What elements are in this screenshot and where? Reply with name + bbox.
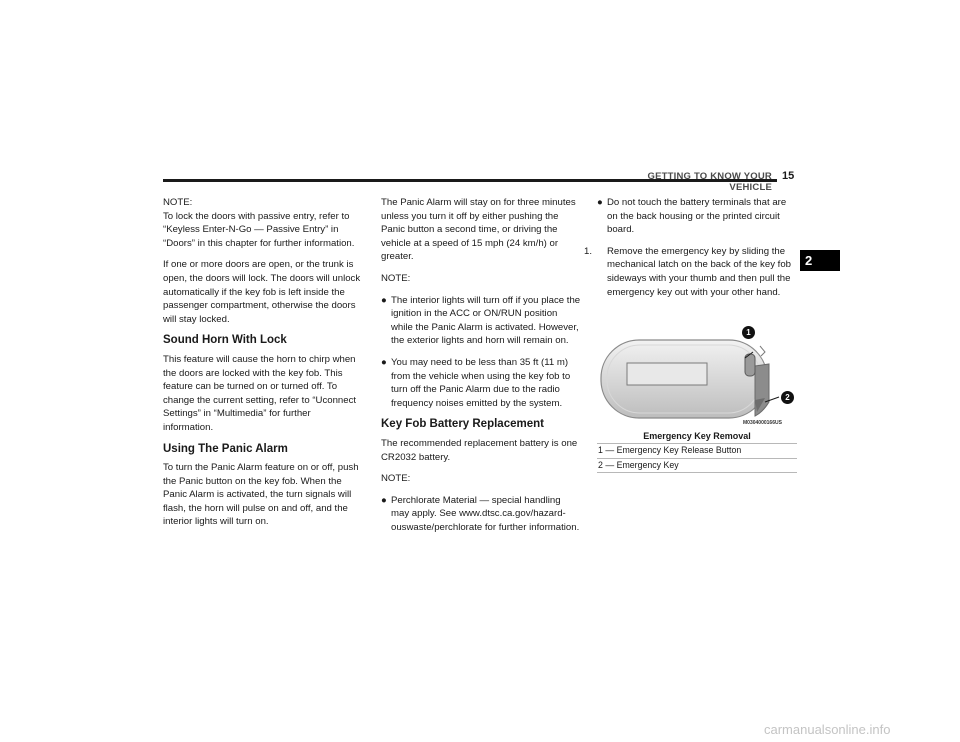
list-item <box>381 356 581 410</box>
bullet-icon: ● <box>381 494 387 506</box>
note-label: NOTE: <box>381 272 411 284</box>
paragraph: The Panic Alarm will stay on for three minutes unless you turn it off by either pushing the Panic button a second time, or driving the vehicle at a speed of 15 mph (24 km/h) or greater. <box>381 197 576 263</box>
section-heading: Key Fob Battery Replacement <box>381 418 544 431</box>
note-label: NOTE: <box>163 197 193 208</box>
numbered-list <box>584 245 797 299</box>
callout-1: 1 <box>742 326 755 339</box>
list-item <box>584 245 797 299</box>
section-heading: Sound Horn With Lock <box>163 334 287 347</box>
bullet-list <box>597 196 797 237</box>
bullet-list <box>381 294 581 411</box>
key-fob-figure <box>597 326 797 430</box>
key-fob-illustration <box>597 326 797 430</box>
column-2 <box>381 196 581 542</box>
list-item-text: Perchlorate Material — special handling may apply. See www.dtsc.ca.gov/hazard-ouswaste/perchlorate for further information. <box>391 494 580 533</box>
image-code: M0304000166US <box>743 420 782 426</box>
paragraph: This feature will cause the horn to chirp when the doors are locked with the key fob. This feature can be turned on or turned off. To change the current setting, refer to “Uconnect Settings” in “Multimedia” for further information. <box>163 353 357 433</box>
bullet-list <box>381 494 581 535</box>
list-item <box>597 196 797 237</box>
list-item <box>381 494 581 535</box>
callout-2: 2 <box>781 391 794 404</box>
legend-item: 1 — Emergency Key Release Button <box>597 443 797 459</box>
chapter-tab: 2 <box>800 250 840 271</box>
paragraph: The recommended replacement battery is one CR2032 battery. <box>381 437 578 463</box>
bullet-icon: ● <box>381 294 387 306</box>
section-title: GETTING TO KNOW YOUR VEHICLE <box>647 171 772 193</box>
list-item-text: The interior lights will turn off if you place the ignition in the ACC or ON/RUN position while the Panic Alarm is activated. However, the exterior lights and horn will remain on. <box>391 294 581 347</box>
step-text: Remove the emergency key by sliding the mechanical latch on the back of the key fob sideways with your thumb and then pull the emergency key out with your other hand. <box>607 245 791 298</box>
legend-item: 2 — Emergency Key <box>597 459 797 474</box>
step-number: 1. <box>584 245 593 257</box>
note-text: To lock the doors with passive entry, refer to “Keyless Enter-N-Go — Passive Entry” in “Doors” in this chapter for further information. <box>163 210 355 249</box>
watermark: carmanualsonline.info <box>764 722 891 737</box>
section-heading: Using The Panic Alarm <box>163 442 288 455</box>
list-item <box>381 294 581 348</box>
bullet-icon: ● <box>381 356 387 368</box>
note-label: NOTE: <box>381 473 411 485</box>
column-3 <box>584 196 797 299</box>
paragraph: To turn the Panic Alarm feature on or off, push the Panic button on the key fob. When the Panic Alarm is activated, the turn signals will flash, the horn will pulse on and off, and the interior lights will turn on. <box>163 462 359 528</box>
list-item-text: Do not touch the battery terminals that are on the back housing or the printed circuit board. <box>607 197 787 236</box>
column-1 <box>163 196 363 537</box>
figure-legend <box>597 443 797 473</box>
list-item-text: You may need to be less than 35 ft (11 m) from the vehicle when using the key fob to turn off the Panic Alarm due to the radio frequency noises emitted by the system. <box>391 356 571 409</box>
bullet-icon: ● <box>597 197 603 208</box>
figure-caption: Emergency Key Removal <box>643 431 751 441</box>
page-number: 15 <box>782 170 795 182</box>
paragraph: If one or more doors are open, or the trunk is open, the doors will lock. The doors will unlock automatically if the key fob is left inside the passenger compartment, otherwise the doors will stay locked. <box>163 259 361 325</box>
